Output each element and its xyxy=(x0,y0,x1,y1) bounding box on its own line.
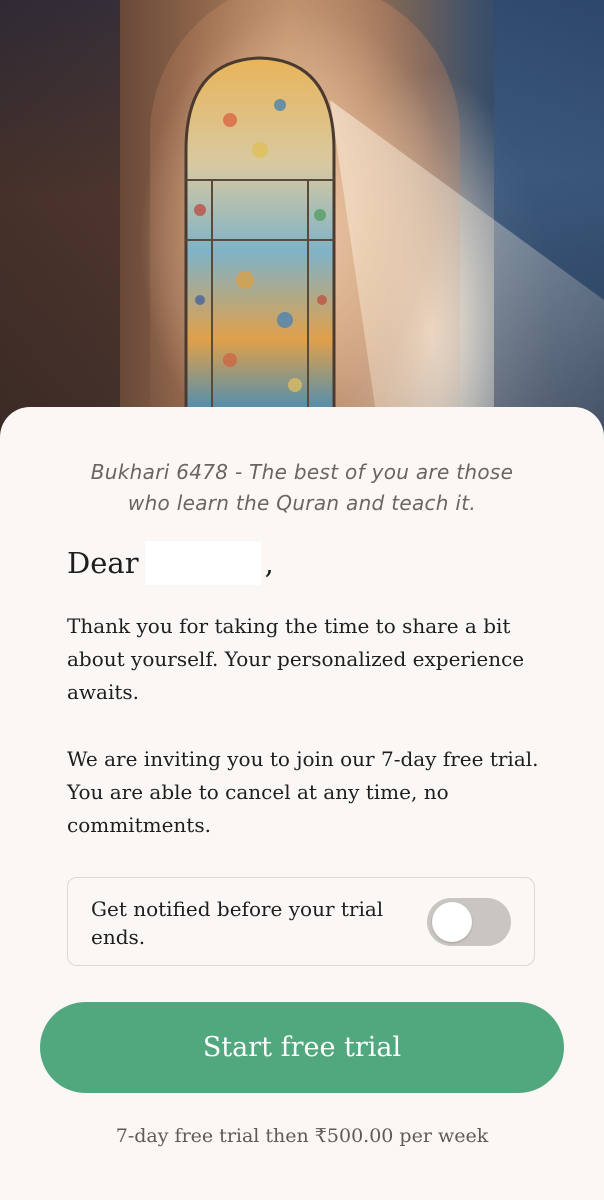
greeting xyxy=(67,542,274,584)
greeting-comma: , xyxy=(264,546,274,580)
toggle-knob xyxy=(432,902,472,942)
quote-line-2: who learn the Quran and teach it. xyxy=(127,491,477,515)
pricing-fineprint: 7-day free trial then ₹500.00 per week xyxy=(115,1125,489,1147)
hero-image xyxy=(0,0,604,440)
notify-toggle[interactable] xyxy=(427,898,511,946)
quote-line-1: Bukhari 6478 - The best of you are those xyxy=(90,460,514,484)
notify-label: Get notified before your trial ends. xyxy=(91,897,384,949)
hadith-quote xyxy=(40,457,564,519)
user-name xyxy=(145,541,261,585)
greeting-salutation: Dear xyxy=(67,546,139,580)
start-free-trial-button[interactable]: Start free trial xyxy=(40,1002,564,1093)
notify-card xyxy=(67,877,535,966)
trial-invite-paragraph: We are inviting you to join our 7-day free trial. You are able to cancel at any time, no commitments. xyxy=(67,747,539,837)
stained-glass-window xyxy=(0,0,604,440)
intro-paragraph: Thank you for taking the time to share a bit about yourself. Your personalized experience awaits. xyxy=(67,614,525,704)
